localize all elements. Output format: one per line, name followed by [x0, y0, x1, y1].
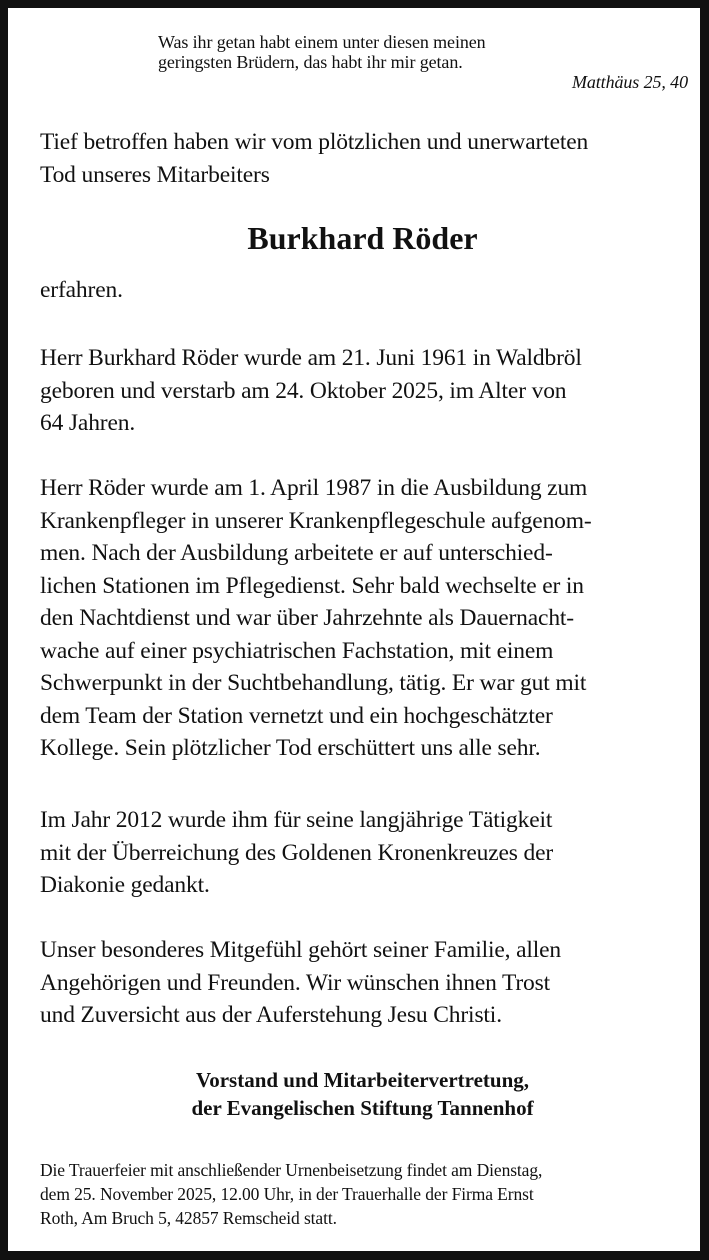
intro-text: [40, 126, 700, 191]
bible-quote: [158, 32, 688, 92]
paragraph-honor: [40, 804, 700, 902]
text-line: Herr Röder wurde am 1. April 1987 in die Ausbildung zum: [40, 475, 588, 501]
text-line: Herr Burkhard Röder wurde am 21. Juni 1961 in Waldbröl: [40, 345, 582, 371]
text-line: Die Trauerfeier mit anschließender Urnenbeisetzung findet am Dienstag,: [40, 1160, 543, 1180]
text-line: den Nachtdienst und war über Jahrzehnte als Dauernacht-: [40, 605, 574, 631]
text-line: Im Jahr 2012 wurde ihm für seine langjährige Tätigkeit: [40, 807, 553, 833]
text-line: Schwerpunkt in der Suchtbehandlung, tätig. Er war gut mit: [40, 670, 587, 696]
signature-line: der Evangelischen Stiftung Tannenhof: [191, 1096, 534, 1120]
text-line: und Zuversicht aus der Auferstehung Jesu Christi.: [40, 1002, 502, 1028]
text-line: dem Team der Station vernetzt und ein hochgeschätzter: [40, 702, 553, 729]
quote-line: Was ihr getan habt einem unter diesen meinen: [158, 32, 486, 52]
signature-block: [8, 1066, 709, 1122]
paragraph-condolence: [40, 934, 700, 1032]
text-line: Krankenpfleger in unserer Krankenpflegeschule aufgenom-: [40, 507, 592, 534]
funeral-notice: [40, 1158, 709, 1230]
text-line: 64 Jahren.: [40, 410, 136, 436]
paragraph-biography: [40, 342, 700, 440]
text-line: geboren und verstarb am 24. Oktober 2025, im Alter von: [40, 377, 567, 404]
text-line: mit der Überreichung des Goldenen Kronenkreuzes der: [40, 839, 554, 866]
text-line: lichen Stationen im Pflegedienst. Sehr bald wechselte er in: [40, 572, 584, 599]
text-line: Tief betroffen haben wir vom plötzlichen und unerwarteten: [40, 129, 589, 155]
paragraph-career: [40, 472, 700, 765]
text-line: Unser besonderes Mitgefühl gehört seiner Familie, allen: [40, 937, 562, 963]
text-line: men. Nach der Ausbildung arbeitete er auf unterschied-: [40, 540, 553, 566]
text-line: dem 25. November 2025, 12.00 Uhr, in der Trauerhalle der Firma Ernst: [40, 1184, 534, 1204]
quote-line: geringsten Brüdern, das habt ihr mir getan.: [158, 52, 463, 72]
after-name-text: [40, 274, 700, 307]
text-line: Roth, Am Bruch 5, 42857 Remscheid statt.: [40, 1208, 337, 1228]
text-line: Kollege. Sein plötzlicher Tod erschüttert uns alle sehr.: [40, 735, 541, 761]
text-line: Angehörigen und Freunden. Wir wünschen ihnen Trost: [40, 969, 551, 996]
text-line: Diakonie gedankt.: [40, 872, 210, 898]
signature-line: Vorstand und Mitarbeitervertretung,: [195, 1068, 530, 1092]
deceased-name: Burkhard Röder: [247, 220, 478, 256]
text-line: Tod unseres Mitarbeiters: [40, 161, 270, 188]
text-line: erfahren.: [40, 277, 123, 303]
quote-reference: Matthäus 25, 40: [571, 72, 688, 92]
text-line: wache auf einer psychiatrischen Fachstation, mit einem: [40, 637, 554, 664]
